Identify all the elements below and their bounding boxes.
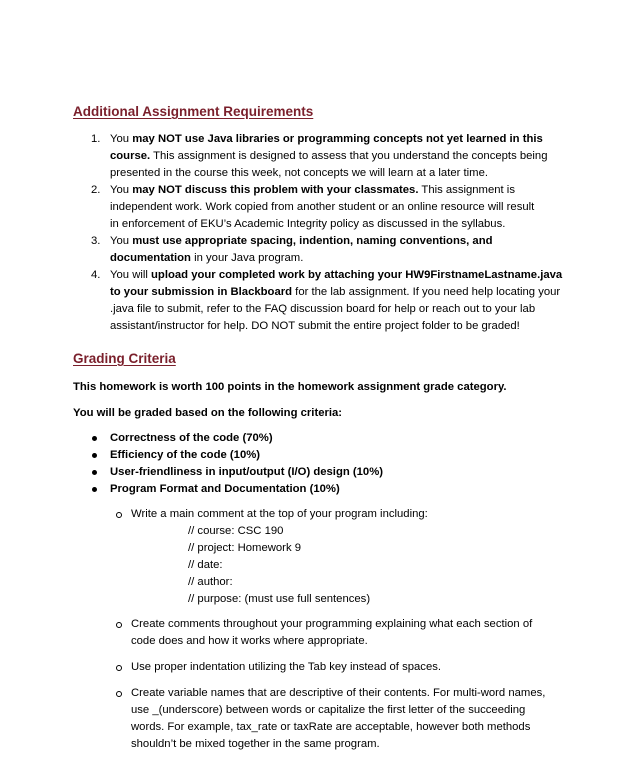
requirement-line: to your submission in Blackboard for the lab assignment. If you need help locating your [110, 286, 561, 298]
comment-line: // date: [188, 559, 223, 571]
sub-item-text: code does and how it works where appropriate. [131, 635, 368, 647]
requirement-line: .java file to submit, refer to the FAQ discussion board for help or reach out to your lab [110, 303, 536, 315]
sub-item-text: words. For example, tax_rate or taxRate are acceptable, however both methods [131, 721, 531, 733]
requirement-line: You may NOT discuss this problem with your classmates. This assignment is [110, 184, 515, 196]
requirement-line: course. This assignment is designed to assess that you understand the concepts being [110, 150, 548, 162]
bullet-icon [92, 470, 97, 475]
requirements-heading: Additional Assignment Requirements [73, 104, 314, 119]
requirement-number: 2. [91, 184, 101, 196]
bullet-icon [92, 436, 97, 441]
comment-line: // project: Homework 9 [188, 542, 302, 554]
requirement-number: 3. [91, 235, 101, 247]
bullet-icon [92, 487, 97, 492]
requirement-line: assistant/instructor for help. DO NOT submit the entire project folder to be graded! [110, 320, 520, 332]
comment-line: // course: CSC 190 [188, 525, 284, 537]
sub-item-text: shouldn’t be mixed together in the same program. [131, 738, 380, 750]
grading-criteria-intro: You will be graded based on the following criteria: [73, 407, 343, 419]
requirement-number: 4. [91, 269, 101, 281]
requirement-line: You may NOT use Java libraries or programming concepts not yet learned in this [110, 133, 543, 145]
comment-line: // purpose: (must use full sentences) [188, 593, 371, 605]
requirement-number: 1. [91, 133, 101, 145]
requirement-line: You must use appropriate spacing, indention, naming conventions, and [110, 235, 493, 247]
criterion-item: Correctness of the code (70%) [110, 432, 273, 444]
bullet-icon [92, 453, 97, 458]
sub-item-text: use _(underscore) between words or capitalize the first letter of the succeeding [131, 704, 526, 716]
hollow-bullet-icon [116, 691, 122, 697]
hollow-bullet-icon [116, 622, 122, 628]
hollow-bullet-icon [116, 512, 122, 518]
sub-item-text: Write a main comment at the top of your program including: [131, 508, 428, 520]
requirement-line: in enforcement of EKU’s Academic Integrity policy as discussed in the syllabus. [110, 218, 506, 230]
requirement-line: documentation in your Java program. [110, 252, 304, 264]
requirement-line: independent work. Work copied from another student or an online resource will result [110, 201, 535, 213]
comment-line: // author: [188, 576, 233, 588]
requirement-line: presented in the course this week, not concepts we will learn at a later time. [110, 167, 489, 179]
criterion-item: Program Format and Documentation (10%) [110, 483, 340, 495]
criterion-item: User-friendliness in input/output (I/O) design (10%) [110, 466, 384, 478]
requirement-line: You will upload your completed work by attaching your HW9FirstnameLastname.java [110, 269, 563, 281]
sub-item-text: Create comments throughout your programming explaining what each section of [131, 618, 533, 630]
criterion-item: Efficiency of the code (10%) [110, 449, 261, 461]
grading-heading: Grading Criteria [73, 351, 176, 366]
grading-worth-text: This homework is worth 100 points in the homework assignment grade category. [73, 381, 507, 393]
sub-item-text: Create variable names that are descriptive of their contents. For multi-word names, [131, 687, 546, 699]
hollow-bullet-icon [116, 665, 122, 671]
sub-item-text: Use proper indentation utilizing the Tab key instead of spaces. [131, 661, 442, 673]
